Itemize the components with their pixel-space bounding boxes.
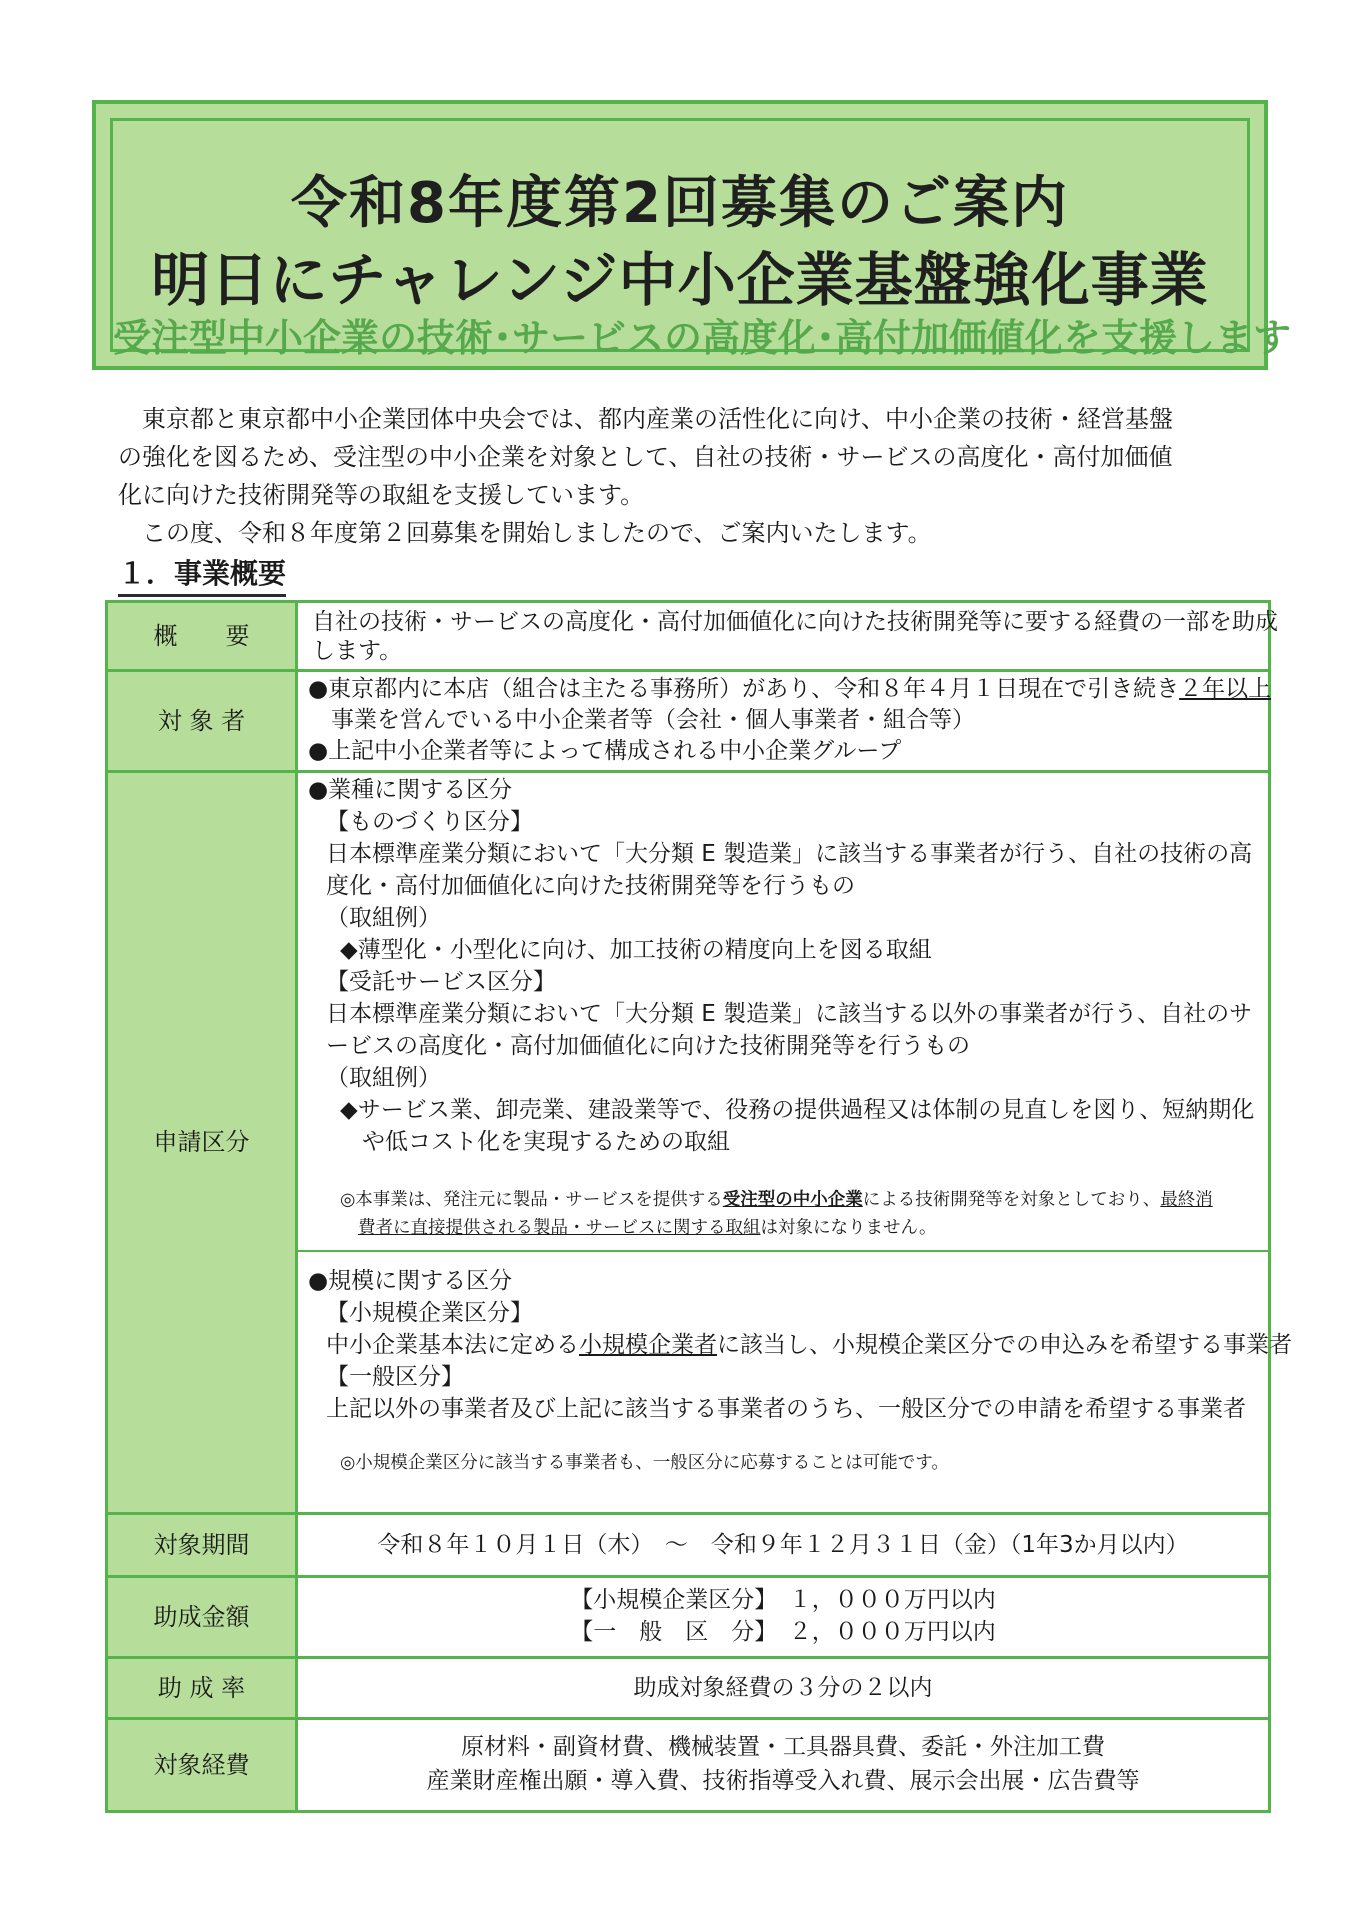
monozukuri-text-1: 日本標準産業分類において「大分類 E 製造業」に該当する事業者が行う、自社の技術の高 (326, 841, 1253, 867)
monozukuri-example-label: （取組例） (326, 905, 441, 931)
note-1-underlined-b: 費者に直接提供される製品・サービスに関する取組 (358, 1218, 761, 1238)
note-2: ◎小規模企業区分に該当する事業者も、一般区分に応募することは可能です。 (340, 1453, 949, 1473)
cell-overview (298, 603, 1278, 669)
cell-amount (298, 1578, 1268, 1656)
note-1-line-2 (358, 1213, 937, 1243)
service-example-2: や低コスト化を実現するための取組 (362, 1129, 730, 1155)
overview-line-1: 自社の技術・サービスの高度化・高付加価値化に向けた技術開発等に要する経費の一部を助成 (312, 609, 1278, 635)
scale-general-label: 【一般区分】 (326, 1364, 464, 1390)
note-1-emphasis: 受注型の中小企業 (722, 1190, 863, 1210)
scale-small-label: 【小規模企業区分】 (326, 1300, 533, 1326)
label-expenses: 対象経費 (108, 1720, 295, 1810)
scale-small-underlined: 小規模企業者 (579, 1332, 717, 1358)
rate-text: 助成対象経費の３分の２以内 (633, 1675, 933, 1701)
monozukuri-label: 【ものづくり区分】 (326, 809, 533, 835)
label-amount: 助成金額 (108, 1578, 295, 1656)
cell-rate (298, 1659, 1268, 1717)
expenses-line-1: 原材料・副資材費、機械装置・工具器具費、委託・外注加工費 (461, 1734, 1105, 1760)
cell-period (298, 1515, 1268, 1575)
industry-title: ●業種に関する区分 (308, 777, 513, 803)
period-text: 令和８年１０月１日（木） ～ 令和９年１２月３１日（金）（1年3か月以内） (377, 1532, 1189, 1558)
cell-target (298, 672, 1272, 770)
expenses-line-2: 産業財産権出願・導入費、技術指導受入れ費、展示会出展・広告費等 (426, 1768, 1140, 1794)
service-text-1: 日本標準産業分類において「大分類 E 製造業」に該当する以外の事業者が行う、自社のサ (326, 1001, 1253, 1027)
amount-general: 【一 般 区 分】 ２，０００万円以内 (570, 1619, 996, 1645)
monozukuri-example: ◆薄型化・小型化に向け、加工技術の精度向上を図る取組 (340, 937, 932, 963)
scale-title: ●規模に関する区分 (308, 1268, 513, 1294)
service-text-2: ービスの高度化・高付加価値化に向けた技術開発等を行うもの (326, 1033, 970, 1059)
title-line-1: 令和8年度第2回募集のご案内 (291, 171, 1069, 236)
intro-line-1: 東京都と東京都中小企業団体中央会では、都内産業の活性化に向け、中小企業の技術・経営基盤 (118, 405, 1174, 433)
target-line-1-text: ●東京都内に本店（組合は主たる事務所）があり、令和８年４月１日現在で引き続き (308, 676, 1180, 702)
note-1-text-a: ◎本事業は、発注元に製品・サービスを提供する (340, 1190, 723, 1210)
target-line-1 (308, 674, 1271, 704)
title-banner (92, 100, 1292, 370)
service-example-label: （取組例） (326, 1065, 441, 1091)
label-target: 対 象 者 (108, 672, 295, 770)
target-line-3: ●上記中小企業者等によって構成される中小企業グループ (308, 738, 902, 764)
note-1-line-1 (340, 1185, 1213, 1215)
label-rate: 助 成 率 (108, 1659, 295, 1717)
subtitle: 受注型中小企業の技術･サービスの高度化･高付加価値化を支援します (113, 316, 1292, 360)
amount-small: 【小規模企業区分】 １，０００万円以内 (570, 1587, 996, 1613)
scale-small-text (326, 1330, 1292, 1360)
service-example-1: ◆サービス業、卸売業、建設業等で、役務の提供過程又は体制の見直しを図り、短納期化 (340, 1097, 1255, 1123)
scale-small-text-post: に該当し、小規模企業区分での申込みを希望する事業者 (717, 1332, 1292, 1358)
overview-table (105, 600, 1292, 1813)
service-label: 【受託サービス区分】 (326, 969, 556, 995)
label-overview: 概 要 (108, 603, 295, 669)
intro-line-3: 化に向けた技術開発等の取組を支援しています。 (118, 481, 645, 509)
cell-category-industry (298, 773, 1268, 1250)
target-line-2: 事業を営んでいる中小企業者等（会社・個人事業者・組合等） (308, 707, 975, 733)
note-1-text-c: による技術開発等を対象としており、 (862, 1190, 1161, 1210)
section-heading-overview: １．事業概要 (118, 552, 286, 597)
overview-line-2: します。 (312, 638, 403, 664)
note-1-underlined-a: 最終消 (1160, 1190, 1213, 1210)
cell-expenses (298, 1720, 1268, 1810)
intro-line-2: の強化を図るため、受注型の中小企業を対象として、自社の技術・サービスの高度化・高付加価値 (118, 443, 1173, 471)
scale-small-text-pre: 中小企業基本法に定める (326, 1332, 579, 1358)
label-period: 対象期間 (108, 1515, 295, 1575)
scale-general-text: 上記以外の事業者及び上記に該当する事業者のうち、一般区分での申請を希望する事業者 (326, 1396, 1246, 1422)
title-line-2: 明日にチャレンジ中小企業基盤強化事業 (151, 246, 1209, 314)
cell-category-scale (298, 1252, 1292, 1512)
title-banner-inner-border (110, 118, 1292, 360)
label-category: 申請区分 (108, 773, 295, 1512)
note-1-text-f: は対象になりません。 (760, 1218, 937, 1238)
intro-line-4: この度、令和８年度第２回募集を開始しましたので、ご案内いたします。 (118, 519, 932, 547)
monozukuri-text-2: 度化・高付加価値化に向けた技術開発等を行うもの (326, 873, 855, 899)
target-years-underlined: ２年以上 (1179, 676, 1272, 702)
